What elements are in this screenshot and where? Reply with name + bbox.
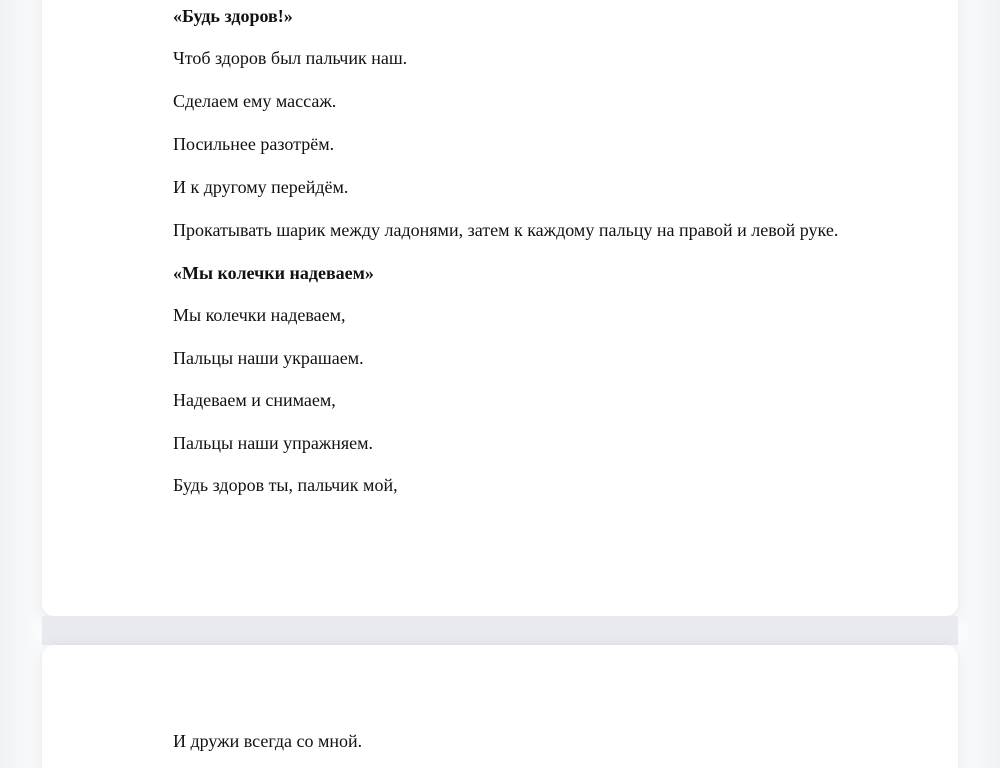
- document-page-2: [42, 645, 958, 768]
- text-line: Чтоб здоров был пальчик наш.: [173, 48, 408, 68]
- text-line: И к другому перейдём.: [173, 177, 349, 197]
- text-line: И дружи всегда со мной.: [173, 731, 363, 751]
- text-line: Пальцы наши украшаем.: [173, 348, 364, 368]
- poem-title-my-kolechki: «Мы колечки надеваем»: [173, 263, 374, 283]
- text-line: Сделаем ему массаж.: [173, 91, 337, 111]
- text-line: Надеваем и снимаем,: [173, 390, 336, 410]
- instruction-line: Прокатывать шарик между ладонями, затем к каждому пальцу на правой и левой руке.: [173, 220, 839, 240]
- poem-title-bud-zdorov: «Будь здоров!»: [173, 6, 293, 26]
- page-separator: [42, 616, 958, 645]
- text-line: Мы колечки надеваем,: [173, 305, 346, 325]
- text-line: Будь здоров ты, пальчик мой,: [173, 475, 398, 495]
- text-line: Пальцы наши упражняем.: [173, 433, 374, 453]
- document-page-1: [42, 0, 958, 616]
- text-line: Посильнее разотрём.: [173, 134, 335, 154]
